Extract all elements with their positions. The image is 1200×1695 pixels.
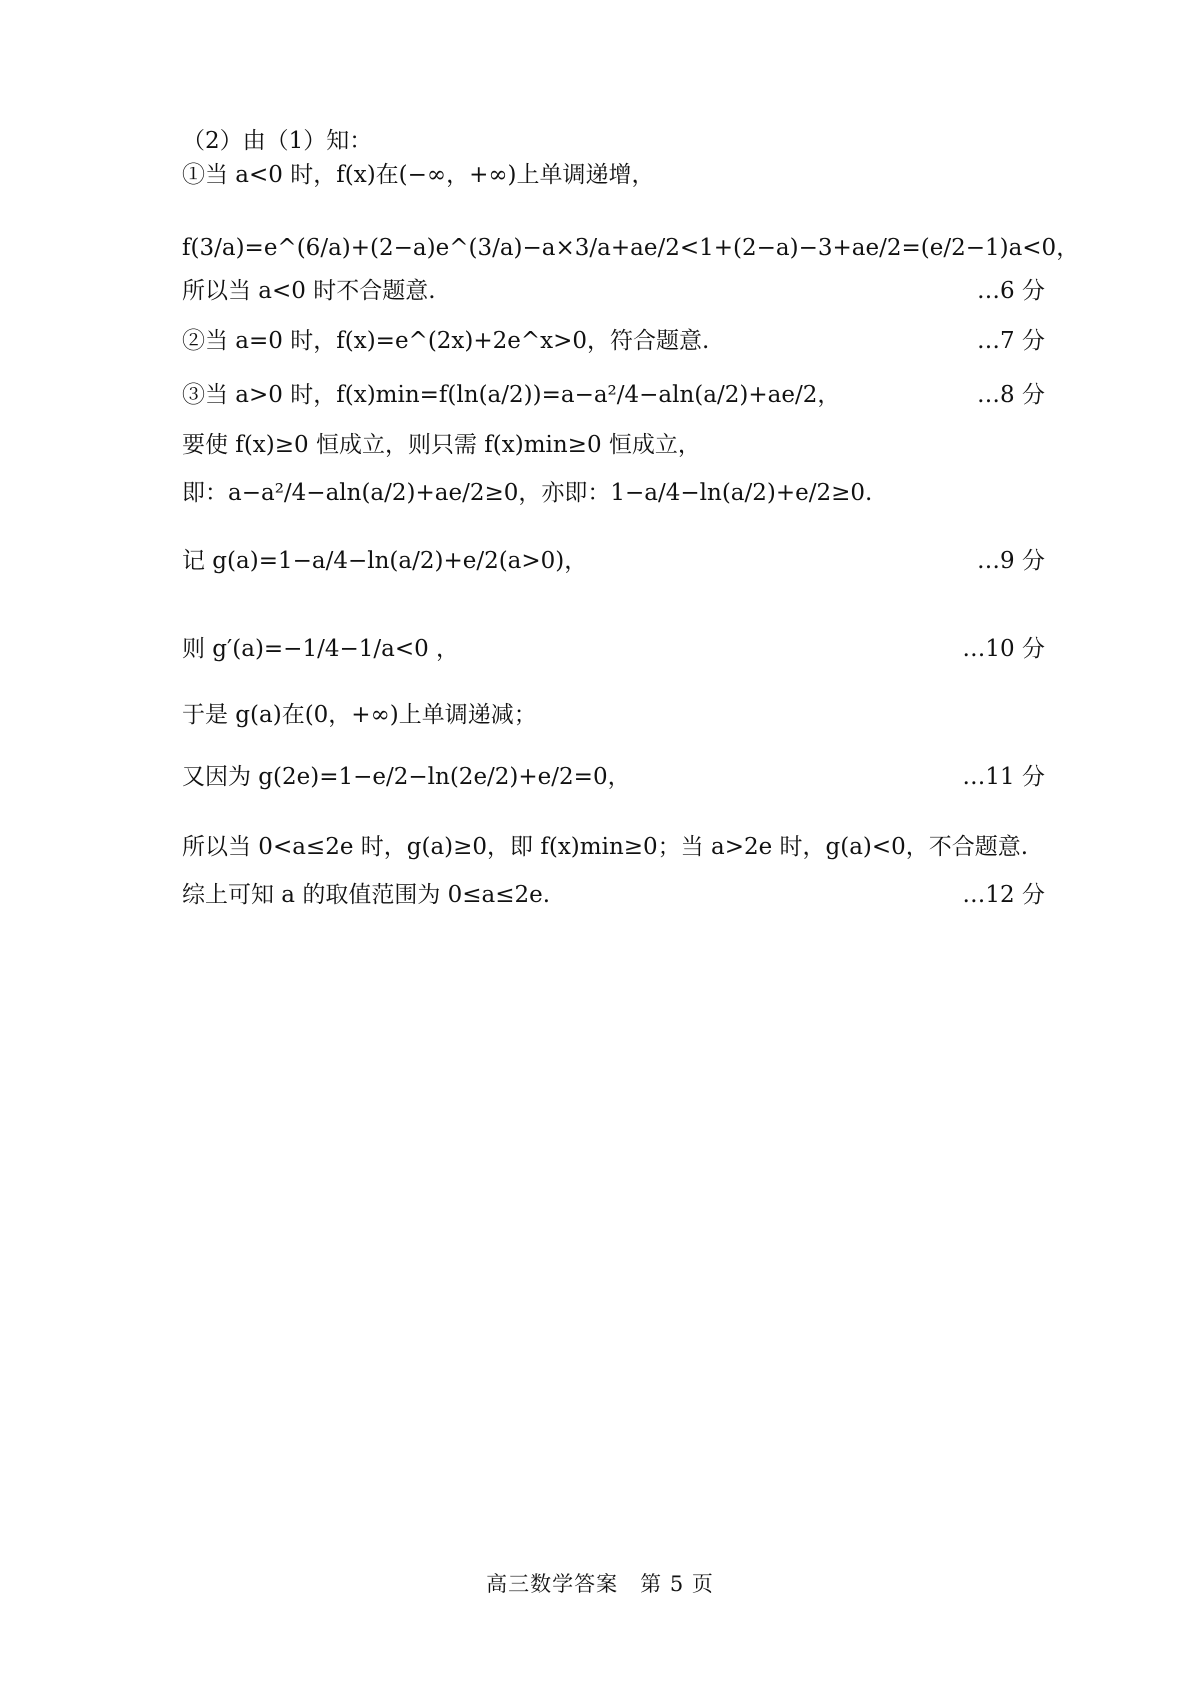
line-case1 [182,160,1045,190]
line-condition [182,430,1045,460]
line-text: 所以当 0<a≤2e 时，g(a)≥0，即 f(x)min≥0；当 a>2e 时，g(a)<0，不合题意. [182,834,1029,860]
score-mark: …12 分 [962,882,1045,908]
score-mark: …7 分 [977,328,1045,354]
formula: 则 g′(a)=−1/4−1/a<0 ， [182,636,460,662]
score-mark: …8 分 [977,382,1045,408]
line-text: ②当 a=0 时，f(x)=e^(2x)+2e^x>0，符合题意. [182,328,710,354]
line-text: 所以当 a<0 时不合题意. [182,278,436,304]
line-final-answer [182,880,1045,910]
formula: 记 g(a)=1−a/4−ln(a/2)+e/2(a>0)， [182,548,588,574]
line-derivative [182,634,1045,664]
line-case3 [182,380,1045,410]
score-mark: …10 分 [962,636,1045,662]
line-part2-intro [182,126,1045,156]
line-define-g [182,546,1045,576]
line-text: 要使 f(x)≥0 恒成立，则只需 f(x)min≥0 恒成立， [182,432,701,458]
line-case2 [182,326,1045,356]
line-text: ①当 a<0 时，f(x)在(−∞，+∞)上单调递增， [182,162,655,188]
line-inequality [182,478,1045,508]
score-mark: …11 分 [962,764,1045,790]
score-mark: …6 分 [977,278,1045,304]
line-text: 于是 g(a)在(0，+∞)上单调递减； [182,702,537,728]
line-monotone [182,700,1045,730]
page-footer: 高三数学答案 第 5 页 [486,1572,714,1596]
line-g-2e [182,762,1045,792]
line-range-analysis [182,832,1045,862]
line-text: （2）由（1）知： [182,128,373,154]
line-text: 综上可知 a 的取值范围为 0≤a≤2e. [182,882,551,908]
line-text: ③当 a>0 时，f(x)min=f(ln(a/2))=a−a²/4−aln(a/2)+ae/2， [182,382,841,408]
score-mark: …9 分 [977,548,1045,574]
line-case1-formula [182,218,1080,278]
formula: 又因为 g(2e)=1−e/2−ln(2e/2)+e/2=0， [182,764,631,790]
formula: f(3/a)=e^(6/a)+(2−a)e^(3/a)−a×3/a+ae/2<1+(2−a)−3+ae/2=(e/2−1)a<0， [182,235,1080,261]
formula: 即：a−a²/4−aln(a/2)+ae/2≥0，亦即：1−a/4−ln(a/2)+e/2≥0. [182,480,873,506]
line-case1-conclusion [182,276,1045,306]
